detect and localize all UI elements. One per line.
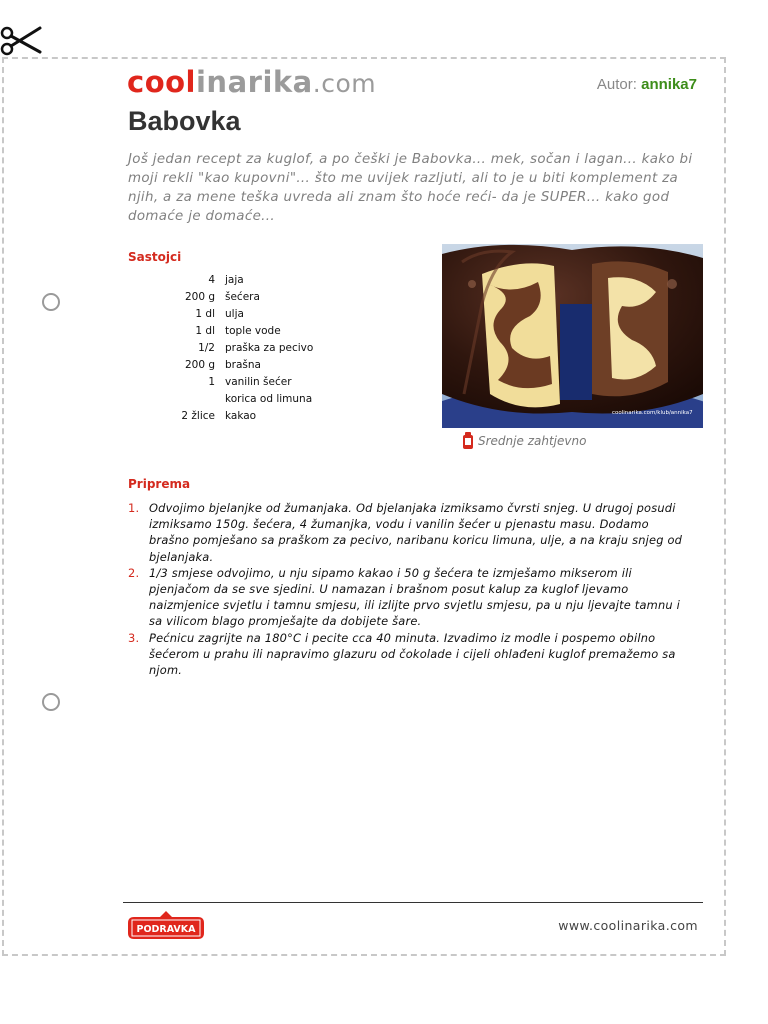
- ingredient-row: [128, 288, 313, 305]
- step-text: 1/3 smjese odvojimo, u nju sipamo kakao i 50 g šećera te izmješamo mikserom ili pjenjačom da se sve sjedini. U namazan i brašnom posut kalup za kuglof ljevamo naizmjenice svjetlu i tamnu smjesu, ili izlijte prvo svjetlu smjesu, pa u nju ljevajte tamnu i sa vilicom blago promješajte da dobijete šare.: [149, 565, 680, 629]
- ingredient-row: [128, 407, 313, 424]
- ingredient-name: jaja: [225, 273, 244, 286]
- ingredient-amount: [128, 390, 225, 407]
- binder-hole-top: [42, 293, 60, 311]
- ingredient-name: vanilin šećer: [225, 375, 292, 388]
- ingredient-row: [128, 322, 313, 339]
- ingredient-amount: 1/2: [198, 341, 215, 354]
- author-label: Autor:: [596, 76, 637, 93]
- step-number: 3.: [128, 630, 140, 645]
- ingredient-amount: 200 g: [184, 290, 215, 303]
- step-text: Pećnicu zagrijte na 180°C i pecite cca 40 minuta. Izvadimo iz modle i pospemo obilno šećerom u prahu ili napravimo glazuru od čokolade i cijeli ohlađeni kuglof premažemo sa njom.: [149, 630, 676, 678]
- cake-photo: [442, 244, 703, 428]
- binder-hole-bottom: [42, 693, 60, 711]
- ingredient-row: [128, 305, 313, 322]
- preparation-step: [128, 630, 688, 679]
- ingredient-row: [128, 390, 313, 407]
- step-number: 2.: [128, 565, 140, 580]
- step-number: 1.: [128, 501, 140, 515]
- ingredient-amount: 1 dl: [195, 324, 215, 337]
- preparation-heading: Priprema: [128, 477, 191, 491]
- ingredient-amount: 1 dl: [195, 307, 215, 320]
- podravka-logo: [126, 909, 206, 943]
- ingredient-name: korica od limuna: [225, 392, 313, 405]
- ingredient-amount: 2 žlice: [181, 409, 215, 422]
- ingredient-name: ulja: [225, 307, 244, 320]
- ingredient-amount: 4: [208, 273, 215, 286]
- podravka-wordmark: PODRAVKA: [136, 924, 196, 935]
- author-name[interactable]: annika7: [641, 76, 697, 93]
- preparation-step: [128, 500, 688, 565]
- ingredient-name: tople vode: [225, 324, 281, 337]
- ingredient-amount: 1: [208, 375, 215, 388]
- ingredient-row: [128, 271, 313, 288]
- chef-hat-icon: [462, 432, 474, 450]
- ingredient-name: kakao: [225, 409, 257, 422]
- step-text: Odvojimo bjelanjke od žumanjaka. Od bjelanjaka izmiksamo čvrsti snjeg. U drugoj posudi izmiksamo 150g. šećera, 4 žumanjka, vodu i vanilin šećer u pjenastu masu. Dodamo brašno pomješano sa praškom za pecivo, naribanu koricu limuna, ulje, a na kraju snjeg od bjelanjaka.: [149, 501, 683, 564]
- ingredient-amount: 200 g: [184, 358, 215, 371]
- ingredient-name: praška za pecivo: [225, 341, 314, 354]
- footer-divider: [123, 902, 703, 903]
- preparation-steps: [128, 500, 688, 678]
- difficulty-indicator: [462, 432, 586, 450]
- coolinarika-logo: coolinarika.com: [127, 65, 377, 99]
- ingredients-table: [128, 271, 313, 424]
- ingredients-heading: Sastojci: [128, 250, 182, 264]
- difficulty-label: Srednje zahtjevno: [478, 434, 587, 448]
- preparation-step: [128, 565, 688, 630]
- ingredient-row: [128, 356, 313, 373]
- author-line: [597, 76, 697, 93]
- photo-watermark: coolinarika.com/klub/annika7: [612, 410, 693, 416]
- ingredient-row: [128, 339, 313, 356]
- ingredient-name: brašna: [225, 358, 261, 371]
- scissors-icon: [0, 22, 44, 62]
- recipe-intro: Još jedan recept za kuglof, a po češki je Babovka... mek, sočan i lagan... kako bi moji rekli "kao kupovni"... što me uvijek razljuti, ali to je u biti komplement za njih, a za mene teška uvreda ali znam što hoće reći- da je SUPER... kako god domaće je domaće...: [128, 152, 693, 224]
- ingredient-row: [128, 373, 313, 390]
- ingredient-name: šećera: [225, 290, 260, 303]
- footer-website[interactable]: www.coolinarika.com: [558, 918, 698, 933]
- recipe-title: Babovka: [128, 106, 241, 136]
